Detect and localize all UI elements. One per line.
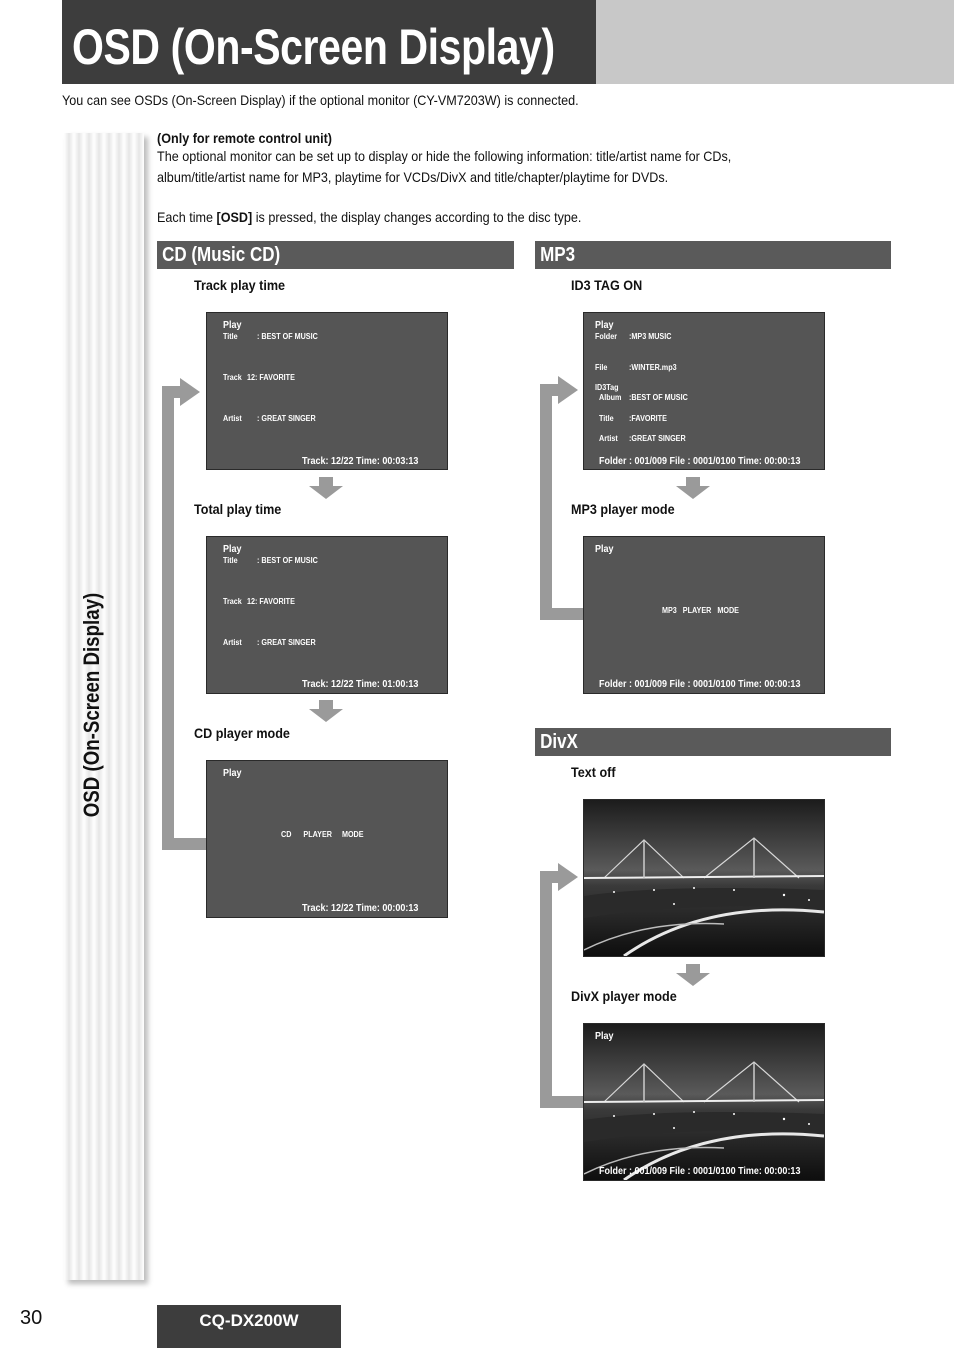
page-title: OSD (On-Screen Display) <box>72 19 555 75</box>
divx-section-header <box>535 728 891 756</box>
osd-note-pre: Each time <box>157 209 217 225</box>
track-field-label: Track <box>223 597 242 606</box>
status-line: Track: 12/22 Time: 00:00:13 <box>302 903 419 914</box>
title-field-label: Title <box>223 556 238 565</box>
file-field-label: File <box>595 363 608 372</box>
mp3-section-header <box>535 241 891 269</box>
remote-description-line: album/title/artist name for MP3, playtime for VCDs/DivX and title/chapter/playtime for DVDs. <box>157 169 669 185</box>
cd-loop-arrow <box>160 370 210 850</box>
status-line: Folder : 001/009 File : 0001/0100 Time: 00:00:13 <box>599 456 801 467</box>
cd-label-player-mode: CD player mode <box>194 725 290 741</box>
status-line: Folder : 001/009 File : 0001/0100 Time: 00:00:13 <box>599 1166 801 1177</box>
folder-field-label: Folder <box>595 332 618 341</box>
title-field-value: : BEST OF MUSIC <box>257 332 318 341</box>
cd-screen-player-mode <box>206 760 448 918</box>
night-bridge-image <box>584 800 824 956</box>
down-arrow-icon <box>309 700 343 722</box>
track-field-value: 12: FAVORITE <box>247 373 295 382</box>
mode-text: MP3 PLAYER MODE <box>662 606 739 615</box>
mp3-loop-arrow <box>538 362 588 624</box>
cd-label-track-time: Track play time <box>194 277 286 293</box>
play-indicator: Play <box>595 320 614 331</box>
title-field-value: :FAVORITE <box>629 414 667 423</box>
album-field-value: :BEST OF MUSIC <box>629 393 688 402</box>
divx-loop-arrow <box>538 855 588 1115</box>
mp3-label-id3: ID3 TAG ON <box>571 277 643 293</box>
divx-label-player-mode: DivX player mode <box>571 988 677 1004</box>
cd-section-header <box>157 241 514 269</box>
status-line: Track: 12/22 Time: 00:03:13 <box>302 456 419 467</box>
title-field-label: Title <box>599 414 614 423</box>
mp3-screen-player-mode <box>583 536 825 694</box>
divx-screen-text-off <box>583 799 825 957</box>
mp3-section-title: MP3 <box>540 244 576 266</box>
osd-note <box>157 207 581 228</box>
cd-screen-track-time <box>206 312 448 470</box>
intro-text: You can see OSDs (On-Screen Display) if the optional monitor (CY-VM7203W) is connected. <box>62 92 579 108</box>
night-bridge-image <box>584 1024 824 1180</box>
title-field-value: : BEST OF MUSIC <box>257 556 318 565</box>
remote-heading: (Only for remote control unit) <box>157 130 333 146</box>
remote-description <box>157 146 731 188</box>
osd-key: [OSD] <box>216 209 253 225</box>
mode-text: CD PLAYER MODE <box>281 830 364 839</box>
sidebar-label: OSD (On-Screen Display) <box>79 592 104 818</box>
track-field-value: 12: FAVORITE <box>247 597 295 606</box>
play-indicator: Play <box>595 544 614 555</box>
page-number: 30 <box>20 1307 43 1329</box>
artist-field-label: Artist <box>223 414 242 423</box>
status-line: Track: 12/22 Time: 01:00:13 <box>302 679 419 690</box>
osd-note-post: is pressed, the display changes according to the disc type. <box>252 209 582 225</box>
remote-description-line: The optional monitor can be set up to display or hide the following information: title/artist name for CDs, <box>157 148 732 164</box>
down-arrow-icon <box>309 477 343 499</box>
play-indicator: Play <box>223 320 242 331</box>
mp3-screen-id3 <box>583 312 825 470</box>
cd-label-total-time: Total play time <box>194 501 282 517</box>
divx-screen-player-mode <box>583 1023 825 1181</box>
artist-field-value: : GREAT SINGER <box>257 414 316 423</box>
artist-field-label: Artist <box>223 638 242 647</box>
cd-screen-total-time <box>206 536 448 694</box>
album-field-label: Album <box>599 393 622 402</box>
title-field-label: Title <box>223 332 238 341</box>
model-badge: CQ-DX200W <box>157 1305 341 1348</box>
mp3-label-player-mode: MP3 player mode <box>571 501 675 517</box>
divx-section-title: DivX <box>540 731 578 753</box>
artist-field-value: : GREAT SINGER <box>257 638 316 647</box>
down-arrow-icon <box>676 477 710 499</box>
play-indicator: Play <box>223 768 242 779</box>
divx-label-text-off: Text off <box>571 764 616 780</box>
folder-field-value: :MP3 MUSIC <box>629 332 672 341</box>
artist-field-value: :GREAT SINGER <box>629 434 686 443</box>
title-bar-accent <box>596 0 954 84</box>
file-field-value: :WINTER.mp3 <box>629 363 677 372</box>
status-line: Folder : 001/009 File : 0001/0100 Time: 00:00:13 <box>599 679 801 690</box>
down-arrow-icon <box>676 964 710 986</box>
cd-section-title: CD (Music CD) <box>162 244 281 266</box>
play-indicator: Play <box>595 1031 614 1042</box>
artist-field-label: Artist <box>599 434 618 443</box>
track-field-label: Track <box>223 373 242 382</box>
id3-tag-label: ID3Tag <box>595 383 619 392</box>
play-indicator: Play <box>223 544 242 555</box>
